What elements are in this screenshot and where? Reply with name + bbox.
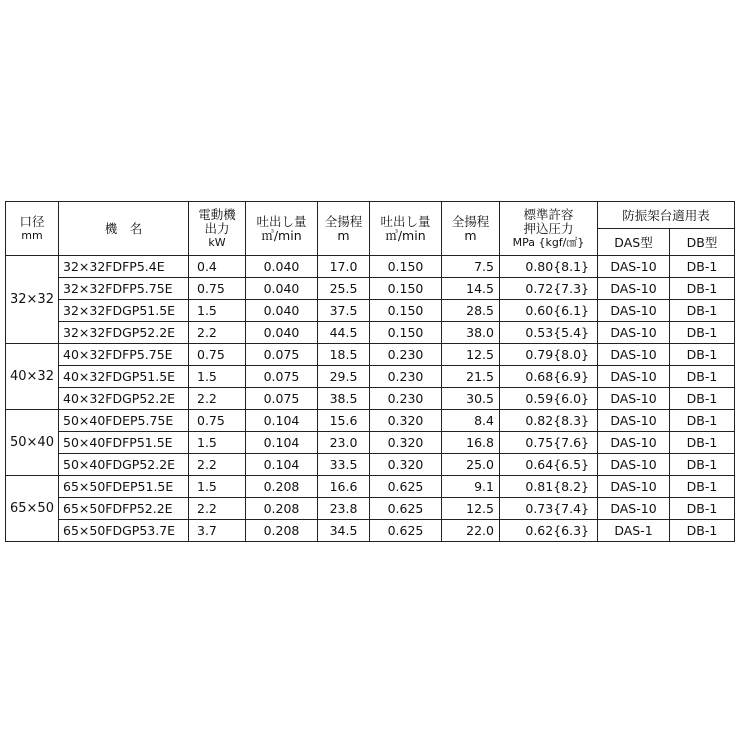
motor-output-cell: 0.75 [189, 278, 246, 300]
das-mount-cell: DAS-10 [598, 498, 670, 520]
pressure-cell: 0.81{8.2} [500, 476, 598, 498]
head-2-cell: 21.5 [442, 366, 500, 388]
bore-size-cell: 50×40 [6, 410, 59, 476]
head-1-cell: 16.6 [318, 476, 370, 498]
das-mount-cell: DAS-10 [598, 366, 670, 388]
head-1-cell: 23.8 [318, 498, 370, 520]
head-1-cell: 18.5 [318, 344, 370, 366]
bore-size-cell: 40×32 [6, 344, 59, 410]
head-1-cell: 15.6 [318, 410, 370, 432]
flow-2-cell: 0.320 [370, 454, 442, 476]
model-name-cell: 40×32FDGP52.2E [59, 388, 189, 410]
header-pressure-line1: 標準許容 [523, 206, 574, 222]
model-name-cell: 50×40FDGP52.2E [59, 454, 189, 476]
flow-2-cell: 0.320 [370, 432, 442, 454]
header-motor-line2: 出力 [204, 220, 230, 236]
db-mount-cell: DB-1 [670, 520, 735, 542]
pressure-cell: 0.80{8.1} [500, 256, 598, 278]
flow-1-cell: 0.075 [246, 344, 318, 366]
table-header [6, 202, 735, 256]
head-1-cell: 44.5 [318, 322, 370, 344]
head-2-cell: 12.5 [442, 498, 500, 520]
table-row [6, 432, 735, 454]
pressure-cell: 0.79{8.0} [500, 344, 598, 366]
das-mount-cell: DAS-10 [598, 388, 670, 410]
head-1-cell: 23.0 [318, 432, 370, 454]
model-name-cell: 32×32FDFP5.4E [59, 256, 189, 278]
db-mount-cell: DB-1 [670, 388, 735, 410]
head-2-cell: 25.0 [442, 454, 500, 476]
header-flow-2 [370, 202, 442, 256]
motor-output-cell: 2.2 [189, 388, 246, 410]
flow-2-cell: 0.625 [370, 498, 442, 520]
head-2-cell: 16.8 [442, 432, 500, 454]
das-mount-cell: DAS-10 [598, 432, 670, 454]
head-1-cell: 34.5 [318, 520, 370, 542]
head-2-cell: 9.1 [442, 476, 500, 498]
header-model: 機 名 [59, 202, 189, 256]
header-flow-2-unit: ㎥/min [385, 227, 426, 243]
db-mount-cell: DB-1 [670, 432, 735, 454]
pressure-cell: 0.64{6.5} [500, 454, 598, 476]
header-head-1 [318, 202, 370, 256]
db-mount-cell: DB-1 [670, 454, 735, 476]
head-2-cell: 28.5 [442, 300, 500, 322]
head-1-cell: 37.5 [318, 300, 370, 322]
header-pressure [500, 202, 598, 256]
model-name-cell: 32×32FDGP51.5E [59, 300, 189, 322]
head-2-cell: 22.0 [442, 520, 500, 542]
head-2-cell: 38.0 [442, 322, 500, 344]
header-pressure-line2: 押込圧力 [523, 220, 574, 236]
db-mount-cell: DB-1 [670, 410, 735, 432]
db-mount-cell: DB-1 [670, 300, 735, 322]
das-mount-cell: DAS-1 [598, 520, 670, 542]
motor-output-cell: 1.5 [189, 432, 246, 454]
pressure-cell: 0.73{7.4} [500, 498, 598, 520]
model-name-cell: 32×32FDGP52.2E [59, 322, 189, 344]
model-name-cell: 50×40FDEP5.75E [59, 410, 189, 432]
flow-1-cell: 0.104 [246, 454, 318, 476]
table-row [6, 476, 735, 498]
pressure-cell: 0.82{8.3} [500, 410, 598, 432]
table-row [6, 366, 735, 388]
header-head-2 [442, 202, 500, 256]
head-2-cell: 12.5 [442, 344, 500, 366]
model-name-cell: 40×32FDGP51.5E [59, 366, 189, 388]
pressure-cell: 0.62{6.3} [500, 520, 598, 542]
flow-1-cell: 0.075 [246, 388, 318, 410]
pressure-cell: 0.72{7.3} [500, 278, 598, 300]
flow-2-cell: 0.625 [370, 476, 442, 498]
header-head-1-label: 全揚程 [324, 213, 363, 229]
header-flow-1-label: 吐出し量 [256, 213, 307, 229]
flow-1-cell: 0.104 [246, 410, 318, 432]
table-row [6, 322, 735, 344]
db-mount-cell: DB-1 [670, 344, 735, 366]
table-row [6, 520, 735, 542]
flow-1-cell: 0.040 [246, 256, 318, 278]
motor-output-cell: 1.5 [189, 300, 246, 322]
table-row [6, 344, 735, 366]
pressure-cell: 0.68{6.9} [500, 366, 598, 388]
motor-output-cell: 2.2 [189, 454, 246, 476]
table-row [6, 278, 735, 300]
flow-1-cell: 0.208 [246, 520, 318, 542]
das-mount-cell: DAS-10 [598, 454, 670, 476]
das-mount-cell: DAS-10 [598, 256, 670, 278]
header-bore-label: 口径 [19, 213, 45, 229]
motor-output-cell: 3.7 [189, 520, 246, 542]
table-row [6, 388, 735, 410]
flow-2-cell: 0.625 [370, 520, 442, 542]
flow-2-cell: 0.230 [370, 344, 442, 366]
motor-output-cell: 1.5 [189, 366, 246, 388]
head-2-cell: 7.5 [442, 256, 500, 278]
flow-1-cell: 0.040 [246, 278, 318, 300]
table-row [6, 256, 735, 278]
head-1-cell: 33.5 [318, 454, 370, 476]
flow-1-cell: 0.040 [246, 300, 318, 322]
motor-output-cell: 0.75 [189, 410, 246, 432]
model-name-cell: 65×50FDFP52.2E [59, 498, 189, 520]
motor-output-cell: 0.75 [189, 344, 246, 366]
das-mount-cell: DAS-10 [598, 476, 670, 498]
head-2-cell: 14.5 [442, 278, 500, 300]
db-mount-cell: DB-1 [670, 278, 735, 300]
db-mount-cell: DB-1 [670, 256, 735, 278]
header-pressure-unit: MPa {kgf/㎠} [512, 235, 585, 249]
flow-1-cell: 0.208 [246, 476, 318, 498]
header-flow-1-unit: ㎥/min [261, 227, 302, 243]
das-mount-cell: DAS-10 [598, 344, 670, 366]
header-head-2-label: 全揚程 [451, 213, 490, 229]
pressure-cell: 0.53{5.4} [500, 322, 598, 344]
model-name-cell: 40×32FDFP5.75E [59, 344, 189, 366]
flow-2-cell: 0.230 [370, 366, 442, 388]
motor-output-cell: 2.2 [189, 498, 246, 520]
head-2-cell: 30.5 [442, 388, 500, 410]
model-name-cell: 32×32FDFP5.75E [59, 278, 189, 300]
pressure-cell: 0.59{6.0} [500, 388, 598, 410]
das-mount-cell: DAS-10 [598, 300, 670, 322]
pressure-cell: 0.75{7.6} [500, 432, 598, 454]
header-motor [189, 202, 246, 256]
table-row [6, 454, 735, 476]
table-row [6, 410, 735, 432]
table-body [6, 256, 735, 542]
header-mount-group: 防振架台適用表 [598, 202, 735, 229]
header-bore-unit: mm [21, 228, 43, 242]
head-1-cell: 17.0 [318, 256, 370, 278]
db-mount-cell: DB-1 [670, 322, 735, 344]
flow-2-cell: 0.150 [370, 278, 442, 300]
header-flow-1 [246, 202, 318, 256]
db-mount-cell: DB-1 [670, 366, 735, 388]
motor-output-cell: 1.5 [189, 476, 246, 498]
flow-2-cell: 0.150 [370, 256, 442, 278]
header-motor-unit: kW [208, 235, 226, 249]
header-bore [6, 202, 59, 256]
head-1-cell: 29.5 [318, 366, 370, 388]
pump-spec-table [5, 201, 735, 542]
flow-1-cell: 0.208 [246, 498, 318, 520]
flow-1-cell: 0.104 [246, 432, 318, 454]
db-mount-cell: DB-1 [670, 498, 735, 520]
header-motor-line1: 電動機 [198, 206, 236, 222]
model-name-cell: 50×40FDFP51.5E [59, 432, 189, 454]
header-head-1-unit: m [337, 227, 350, 243]
flow-2-cell: 0.150 [370, 322, 442, 344]
model-name-cell: 65×50FDEP51.5E [59, 476, 189, 498]
header-mount-das: DAS型 [598, 229, 670, 256]
header-mount-db: DB型 [670, 229, 735, 256]
header-flow-2-label: 吐出し量 [380, 213, 431, 229]
head-1-cell: 25.5 [318, 278, 370, 300]
head-2-cell: 8.4 [442, 410, 500, 432]
das-mount-cell: DAS-10 [598, 278, 670, 300]
flow-2-cell: 0.320 [370, 410, 442, 432]
das-mount-cell: DAS-10 [598, 322, 670, 344]
bore-size-cell: 32×32 [6, 256, 59, 344]
das-mount-cell: DAS-10 [598, 410, 670, 432]
flow-1-cell: 0.075 [246, 366, 318, 388]
table-row [6, 300, 735, 322]
bore-size-cell: 65×50 [6, 476, 59, 542]
header-head-2-unit: m [464, 227, 477, 243]
motor-output-cell: 0.4 [189, 256, 246, 278]
motor-output-cell: 2.2 [189, 322, 246, 344]
table-row [6, 498, 735, 520]
pressure-cell: 0.60{6.1} [500, 300, 598, 322]
flow-2-cell: 0.150 [370, 300, 442, 322]
db-mount-cell: DB-1 [670, 476, 735, 498]
flow-2-cell: 0.230 [370, 388, 442, 410]
model-name-cell: 65×50FDGP53.7E [59, 520, 189, 542]
flow-1-cell: 0.040 [246, 322, 318, 344]
head-1-cell: 38.5 [318, 388, 370, 410]
